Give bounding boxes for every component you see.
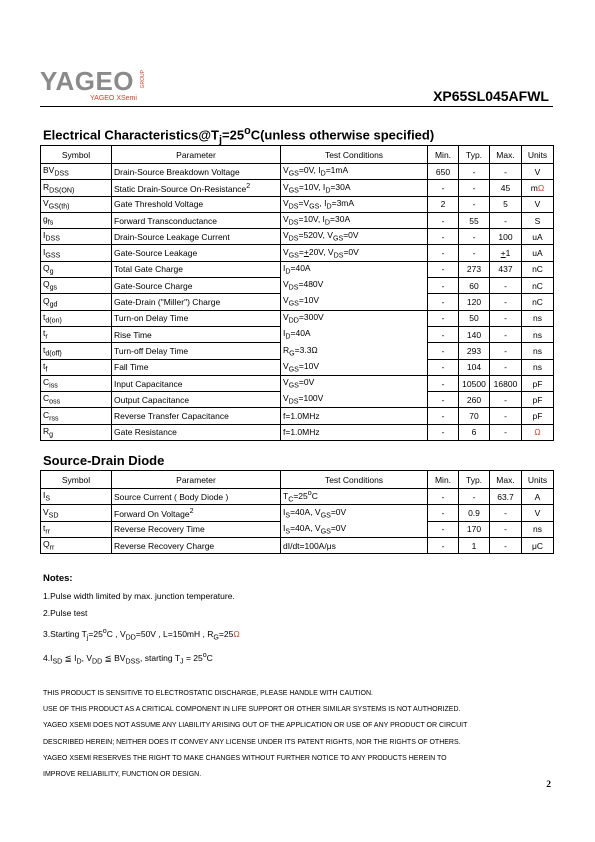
min-cell: - bbox=[428, 424, 459, 440]
test-conditions-cell: $V_{GS}=+20V$, $V_{DS}=0V$ bbox=[281, 245, 428, 261]
table-row bbox=[41, 229, 554, 245]
parameter-cell: Gate-Source Leakage bbox=[112, 245, 281, 261]
min-cell: - bbox=[428, 180, 459, 196]
symbol-cell: $BV_{DSS}$ bbox=[41, 164, 112, 180]
table-row bbox=[41, 310, 554, 326]
table-row bbox=[41, 180, 554, 196]
min-cell: - bbox=[428, 489, 459, 505]
disclaimer-line: DESCRIBED HEREIN; NEITHER DOES IT CONVEY ANY LICENSE UNDER ITS PATENT RIGHTS, NOR THE RIGHTS OF OTHERS. bbox=[43, 738, 461, 746]
parameter-cell: Reverse Recovery Time bbox=[112, 521, 281, 537]
units-cell: uA bbox=[522, 245, 554, 261]
test-conditions-cell: $R_G=3.3\Omega$ bbox=[281, 343, 428, 359]
logo-subtitle: YAGEO XSemi bbox=[90, 95, 137, 102]
table-row bbox=[41, 278, 554, 294]
max-cell: - bbox=[490, 278, 522, 294]
min-cell: - bbox=[428, 537, 459, 553]
symbol-cell: $R_g$ bbox=[41, 424, 112, 440]
units-cell: μC bbox=[522, 537, 554, 553]
test-conditions-cell: f=1.0MHz bbox=[281, 424, 428, 440]
parameter-cell: Rise Time bbox=[112, 326, 281, 342]
min-cell: - bbox=[428, 229, 459, 245]
parameter-cell: Drain-Source Breakdown Voltage bbox=[112, 164, 281, 180]
table-row bbox=[41, 343, 554, 359]
disclaimer-line: USE OF THIS PRODUCT AS A CRITICAL COMPONENT IN LIFE SUPPORT OR OTHER SIMILAR SYSTEMS IS NOT AUTHORIZED. bbox=[43, 706, 461, 714]
units-cell: pF bbox=[522, 408, 554, 424]
test-conditions-cell: $I_S=40A$, $V_{GS}=0V$ bbox=[281, 521, 428, 537]
logo-group-label: GROUP bbox=[140, 70, 146, 89]
max-cell: 5 bbox=[490, 196, 522, 212]
test-conditions-cell: $V_{GS}=10V$, $I_D=30A$ bbox=[281, 180, 428, 196]
test-conditions-cell: $V_{DS}=10V$, $I_D=30A$ bbox=[281, 212, 428, 228]
table-row bbox=[41, 261, 554, 277]
part-number: XP65SL045AFWL bbox=[433, 88, 549, 104]
note-item: 2.Pulse test bbox=[43, 608, 88, 618]
electrical-characteristics-title: Electrical $Characteristics@T_j=25^oC(unless$ otherwise specified) bbox=[43, 125, 435, 146]
min-cell: - bbox=[428, 278, 459, 294]
parameter-cell: Fall Time bbox=[112, 359, 281, 375]
max-cell: +1 bbox=[490, 245, 522, 261]
min-cell: - bbox=[428, 392, 459, 408]
max-cell: - bbox=[490, 537, 522, 553]
column-header: Test Conditions bbox=[281, 471, 428, 489]
typ-cell: - bbox=[459, 229, 490, 245]
column-header: Symbol bbox=[41, 146, 112, 164]
parameter-cell: Source Current ( Body Diode ) bbox=[112, 489, 281, 505]
parameter-cell: Output Capacitance bbox=[112, 392, 281, 408]
units-cell: mΩ bbox=[522, 180, 554, 196]
max-cell: - bbox=[490, 424, 522, 440]
units-cell: nC bbox=[522, 294, 554, 310]
max-cell: - bbox=[490, 408, 522, 424]
typ-cell: 70 bbox=[459, 408, 490, 424]
units-cell: ns bbox=[522, 326, 554, 342]
column-header: Max. bbox=[490, 146, 522, 164]
disclaimer-line: YAGEO XSEMI RESERVES THE RIGHT TO MAKE CHANGES WITHOUT FURTHER NOTICE TO ANY PRODUCTS HEREIN TO bbox=[43, 754, 447, 762]
symbol-cell: $g_{fs}$ bbox=[41, 212, 112, 228]
typ-cell: 55 bbox=[459, 212, 490, 228]
symbol-cell: $t_{d(off)}$ bbox=[41, 343, 112, 359]
test-conditions-cell: $I_D=40A$ bbox=[281, 261, 428, 277]
typ-cell: 120 bbox=[459, 294, 490, 310]
parameter-cell: Turn-off Delay Time bbox=[112, 343, 281, 359]
electrical-characteristics-table bbox=[40, 145, 554, 441]
test-conditions-cell: $V_{DS}=100V$ bbox=[281, 392, 428, 408]
test-conditions-cell: $I_D=40A$ bbox=[281, 326, 428, 342]
symbol-cell: $R_{DS(ON)}$ bbox=[41, 180, 112, 196]
test-conditions-cell: $I_S=40A$, $V_{GS}=0V$ bbox=[281, 505, 428, 521]
table-row bbox=[41, 505, 554, 521]
parameter-cell: Total Gate Charge bbox=[112, 261, 281, 277]
typ-cell: 170 bbox=[459, 521, 490, 537]
symbol-cell: $C_{oss}$ bbox=[41, 392, 112, 408]
logo-text: YAGEO bbox=[40, 66, 135, 96]
column-header: Units bbox=[522, 471, 554, 489]
max-cell: 100 bbox=[490, 229, 522, 245]
symbol-cell: $Q_{gs}$ bbox=[41, 278, 112, 294]
parameter-cell: Static Drain-Source On-Resistance$^2$ bbox=[112, 180, 281, 196]
units-cell: S bbox=[522, 212, 554, 228]
table-row bbox=[41, 294, 554, 310]
max-cell: 45 bbox=[490, 180, 522, 196]
min-cell: - bbox=[428, 261, 459, 277]
note-item: 3.Starting $T_j=25^oC$ , $V_{DD}=50V$ , L=150mH , $R_G=25\Omega$ bbox=[43, 626, 240, 642]
note-item: $4.I_{SD}$ ≦ $I_D$, $V_{DD}$ ≦ $BV_{DSS}$, starting $T_J = 25^oC$ bbox=[43, 650, 213, 666]
typ-cell: 10500 bbox=[459, 375, 490, 391]
parameter-cell: Drain-Source Leakage Current bbox=[112, 229, 281, 245]
typ-cell: - bbox=[459, 489, 490, 505]
table-row bbox=[41, 196, 554, 212]
disclaimer-line: THIS PRODUCT IS SENSITIVE TO ELECTROSTATIC DISCHARGE, PLEASE HANDLE WITH CAUTION. bbox=[43, 690, 373, 697]
parameter-cell: Reverse Recovery Charge bbox=[112, 537, 281, 553]
notes-section bbox=[43, 570, 240, 671]
typ-cell: 0.9 bbox=[459, 505, 490, 521]
disclaimer bbox=[43, 686, 467, 783]
table-row bbox=[41, 212, 554, 228]
test-conditions-cell: $V_{DS}=520V$, $V_{GS}=0V$ bbox=[281, 229, 428, 245]
min-cell: - bbox=[428, 408, 459, 424]
column-header: Min. bbox=[428, 471, 459, 489]
typ-cell: 260 bbox=[459, 392, 490, 408]
column-header: Min. bbox=[428, 146, 459, 164]
table-row bbox=[41, 326, 554, 342]
min-cell: - bbox=[428, 245, 459, 261]
units-cell: ns bbox=[522, 521, 554, 537]
min-cell: - bbox=[428, 521, 459, 537]
max-cell: - bbox=[490, 294, 522, 310]
test-conditions-cell: $V_{GS}=0V$, $I_D=1mA$ bbox=[281, 164, 428, 180]
yageo-logo bbox=[40, 68, 155, 108]
table-row bbox=[41, 521, 554, 537]
min-cell: - bbox=[428, 375, 459, 391]
symbol-cell: $C_{rss}$ bbox=[41, 408, 112, 424]
test-conditions-cell: $T_C=25^oC$ bbox=[281, 489, 428, 505]
units-cell: nC bbox=[522, 261, 554, 277]
table-row bbox=[41, 537, 554, 553]
test-conditions-cell: dI/dt=100A/μs bbox=[281, 537, 428, 553]
symbol-cell: $I_{GSS}$ bbox=[41, 245, 112, 261]
min-cell: - bbox=[428, 343, 459, 359]
units-cell: ns bbox=[522, 310, 554, 326]
typ-cell: 6 bbox=[459, 424, 490, 440]
max-cell: - bbox=[490, 359, 522, 375]
max-cell: - bbox=[490, 326, 522, 342]
min-cell: 650 bbox=[428, 164, 459, 180]
parameter-cell: Reverse Transfer Capacitance bbox=[112, 408, 281, 424]
typ-cell: 140 bbox=[459, 326, 490, 342]
units-cell: A bbox=[522, 489, 554, 505]
test-conditions-cell: $V_{DS}=V_{GS}$, $I_D=3mA$ bbox=[281, 196, 428, 212]
table-row bbox=[41, 359, 554, 375]
symbol-cell: $t_{d(on)}$ bbox=[41, 310, 112, 326]
min-cell: - bbox=[428, 505, 459, 521]
test-conditions-cell: f=1.0MHz bbox=[281, 408, 428, 424]
notes-title: Notes: bbox=[43, 573, 73, 584]
units-cell: ns bbox=[522, 359, 554, 375]
typ-cell: 1 bbox=[459, 537, 490, 553]
max-cell: - bbox=[490, 505, 522, 521]
symbol-cell: $Q_{rr}$ bbox=[41, 537, 112, 553]
column-header: Parameter bbox=[112, 471, 281, 489]
typ-cell: 60 bbox=[459, 278, 490, 294]
typ-cell: 293 bbox=[459, 343, 490, 359]
min-cell: - bbox=[428, 212, 459, 228]
symbol-cell: $t_f$ bbox=[41, 359, 112, 375]
symbol-cell: $Q_{gd}$ bbox=[41, 294, 112, 310]
test-conditions-cell: $V_{DS}=480V$ bbox=[281, 278, 428, 294]
column-header: Max. bbox=[490, 471, 522, 489]
typ-cell: - bbox=[459, 164, 490, 180]
table-header-row bbox=[41, 146, 554, 164]
table-row bbox=[41, 408, 554, 424]
parameter-cell: Gate Threshold Voltage bbox=[112, 196, 281, 212]
source-drain-diode-table bbox=[40, 470, 554, 554]
table-row bbox=[41, 164, 554, 180]
max-cell: - bbox=[490, 521, 522, 537]
max-cell: - bbox=[490, 392, 522, 408]
symbol-cell: $V_{GS(th)}$ bbox=[41, 196, 112, 212]
typ-cell: 50 bbox=[459, 310, 490, 326]
units-cell: pF bbox=[522, 375, 554, 391]
symbol-cell: $Q_g$ bbox=[41, 261, 112, 277]
min-cell: - bbox=[428, 294, 459, 310]
column-header: Parameter bbox=[112, 146, 281, 164]
source-drain-diode-title: Source-Drain Diode bbox=[43, 453, 165, 468]
typ-cell: 273 bbox=[459, 261, 490, 277]
parameter-cell: Input Capacitance bbox=[112, 375, 281, 391]
parameter-cell: Gate Resistance bbox=[112, 424, 281, 440]
symbol-cell: $I_{DSS}$ bbox=[41, 229, 112, 245]
units-cell: pF bbox=[522, 392, 554, 408]
table-row bbox=[41, 489, 554, 505]
parameter-cell: Forward Transconductance bbox=[112, 212, 281, 228]
disclaimer-line: YAGEO XSEMI DOES NOT ASSUME ANY LIABILITY ARISING OUT OF THE APPLICATION OR USE OF ANY PRODUCT OR CIRCUIT bbox=[43, 722, 468, 730]
min-cell: 2 bbox=[428, 196, 459, 212]
parameter-cell: Turn-on Delay Time bbox=[112, 310, 281, 326]
units-cell: nC bbox=[522, 278, 554, 294]
symbol-cell: $C_{iss}$ bbox=[41, 375, 112, 391]
symbol-cell: $I_S$ bbox=[41, 489, 112, 505]
typ-cell: - bbox=[459, 196, 490, 212]
symbol-cell: $t_r$ bbox=[41, 326, 112, 342]
units-cell: uA bbox=[522, 229, 554, 245]
parameter-cell: Forward On Voltage$^2$ bbox=[112, 505, 281, 521]
parameter-cell: Gate-Source Charge bbox=[112, 278, 281, 294]
column-header: Typ. bbox=[459, 146, 490, 164]
typ-cell: 104 bbox=[459, 359, 490, 375]
units-cell: ns bbox=[522, 343, 554, 359]
table-header-row bbox=[41, 471, 554, 489]
test-conditions-cell: $V_{GS}=10V$ bbox=[281, 359, 428, 375]
units-cell: V bbox=[522, 505, 554, 521]
test-conditions-cell: $V_{GS}=10V$ bbox=[281, 294, 428, 310]
disclaimer-line: IMPROVE RELIABILITY, FUNCTION OR DESIGN. bbox=[43, 771, 202, 779]
max-cell: - bbox=[490, 164, 522, 180]
table-row bbox=[41, 375, 554, 391]
units-cell: V bbox=[522, 196, 554, 212]
parameter-cell: Gate-Drain ("Miller") Charge bbox=[112, 294, 281, 310]
table-row bbox=[41, 245, 554, 261]
units-cell: V bbox=[522, 164, 554, 180]
typ-cell: - bbox=[459, 245, 490, 261]
max-cell: 63.7 bbox=[490, 489, 522, 505]
column-header: Units bbox=[522, 146, 554, 164]
symbol-cell: $V_{SD}$ bbox=[41, 505, 112, 521]
column-header: Test Conditions bbox=[281, 146, 428, 164]
test-conditions-cell: $V_{DD}=300V$ bbox=[281, 310, 428, 326]
max-cell: 437 bbox=[490, 261, 522, 277]
max-cell: - bbox=[490, 343, 522, 359]
symbol-cell: $t_{rr}$ bbox=[41, 521, 112, 537]
column-header: Symbol bbox=[41, 471, 112, 489]
max-cell: - bbox=[490, 212, 522, 228]
units-cell: Ω bbox=[522, 424, 554, 440]
table-row bbox=[41, 424, 554, 440]
max-cell: 16800 bbox=[490, 375, 522, 391]
typ-cell: - bbox=[459, 180, 490, 196]
min-cell: - bbox=[428, 359, 459, 375]
table-row bbox=[41, 392, 554, 408]
min-cell: - bbox=[428, 326, 459, 342]
max-cell: - bbox=[490, 310, 522, 326]
column-header: Typ. bbox=[459, 471, 490, 489]
min-cell: - bbox=[428, 310, 459, 326]
test-conditions-cell: $V_{GS}=0V$ bbox=[281, 375, 428, 391]
header-divider bbox=[40, 106, 553, 107]
page-number: 2 bbox=[546, 780, 551, 790]
note-item: 1.Pulse width limited by max. junction temperature. bbox=[43, 590, 235, 601]
